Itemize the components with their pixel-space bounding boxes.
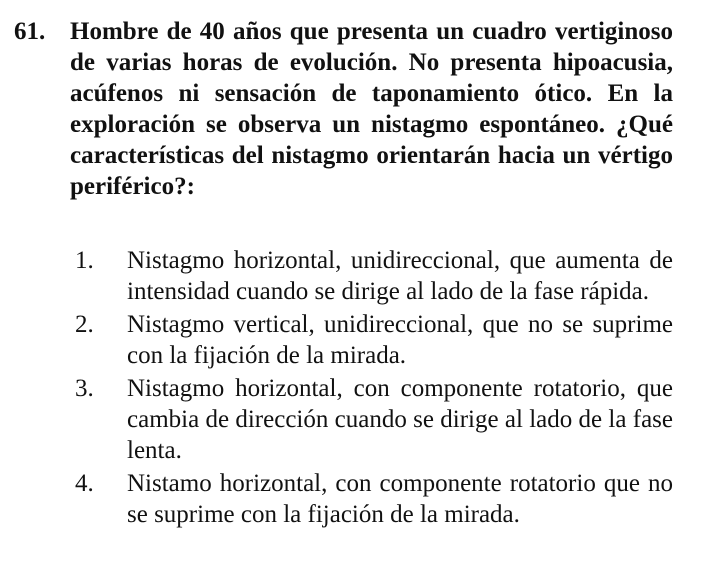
- answer-option-number: 2.: [75, 311, 94, 338]
- question-text: Hombre de 40 años que presenta un cuadro vertiginoso de varias horas de evolución. No presenta hipoacusia, acúfenos ni sensación de taponamiento ótico. En la exploración se observa un nistagmo espontáneo. ¿Qué características del nistagmo orientarán hacia un vértigo periférico?:: [70, 18, 673, 200]
- answer-option-text: Nistagmo horizontal, con componente rotatorio, que cambia de dirección cuando se dirige al lado de la fase lenta.: [127, 375, 673, 464]
- question-block: [14, 16, 704, 202]
- answer-option-number: 4.: [75, 470, 94, 497]
- answer-option: [75, 309, 675, 371]
- answer-option-number: 1.: [75, 247, 94, 274]
- answer-option-number: 3.: [75, 375, 94, 402]
- answer-option-text: Nistagmo horizontal, unidireccional, que aumenta de intensidad cuando se dirige al lado de la fase rápida.: [127, 247, 673, 305]
- question-number: 61.: [14, 18, 46, 45]
- answer-option: [75, 373, 675, 466]
- answer-options: [75, 245, 675, 532]
- answer-option-text: Nistamo horizontal, con componente rotatorio que no se suprime con la fijación de la mirada.: [127, 470, 673, 528]
- answer-option: [75, 245, 675, 307]
- answer-option-text: Nistagmo vertical, unidireccional, que no se suprime con la fijación de la mirada.: [127, 311, 673, 369]
- answer-option: [75, 468, 675, 530]
